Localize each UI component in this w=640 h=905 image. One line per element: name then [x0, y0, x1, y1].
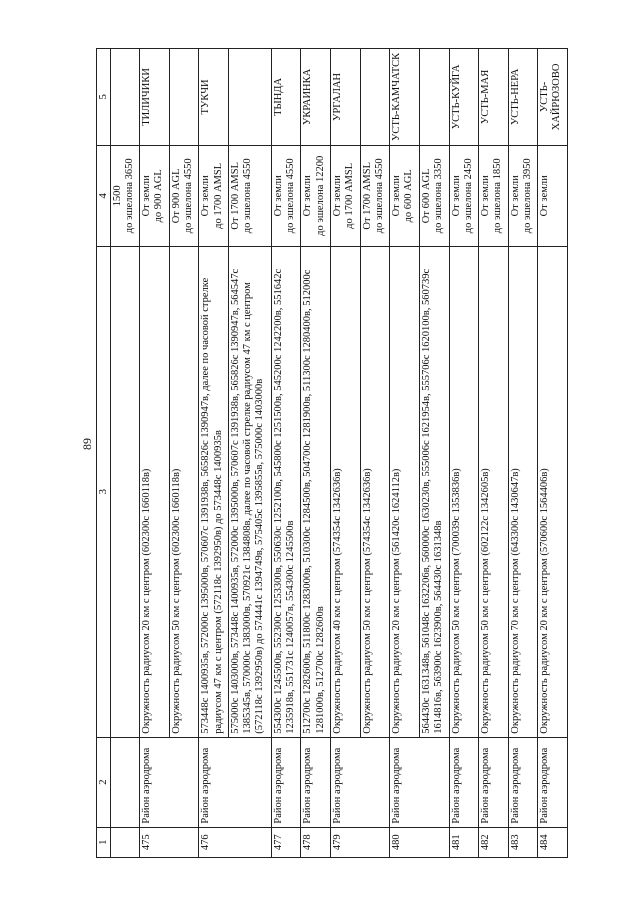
table-row [390, 49, 420, 858]
cell-airport-name [110, 49, 140, 146]
airport-name: ТИЛИЧИКИ [140, 49, 170, 146]
table-row [140, 49, 170, 858]
airport-name: УКРАИНКА [301, 49, 331, 146]
table-row [479, 49, 509, 858]
zone-boundary: Окружность радиусом 50 км с центром (700039с 1353836в) [449, 246, 479, 737]
altitude-limits: От земли до эшелона 2450 [449, 145, 479, 246]
table-body [110, 49, 567, 858]
zone-type: Район аэродрома [508, 737, 538, 827]
cell-type [110, 737, 140, 827]
table-row [331, 49, 361, 858]
row-number: 483 [508, 827, 538, 857]
altitude-limits: От земли [538, 145, 568, 246]
row-number: 476 [199, 827, 271, 857]
header-col-4: 4 [97, 145, 111, 246]
airport-name: УСТЬ-КАМЧАТСК [390, 49, 420, 146]
cell-area [110, 246, 140, 737]
altitude-limits: От земли до эшелона 12200 [301, 145, 331, 246]
airport-name: УСТЬ-НЕРА [508, 49, 538, 146]
airport-name: ТУКЧИ [199, 49, 229, 146]
row-number: 482 [479, 827, 509, 857]
zone-type: Район аэродрома [331, 737, 390, 827]
row-number: 480 [390, 827, 449, 857]
zone-boundary: Окружность радиусом 70 км с центром (643300с 1430647в) [508, 246, 538, 737]
zone-boundary: Окружность радиусом 40 км с центром (574354с 1342636в) [331, 246, 361, 737]
zone-boundary: Окружность радиусом 50 км с центром (602300с 1660118в) [169, 246, 199, 737]
row-number: 475 [140, 827, 199, 857]
row-number: 477 [271, 827, 301, 857]
altitude-limits: От земли до 900 AGL [140, 145, 170, 246]
altitude-limits: От земли до 1700 AMSL [331, 145, 361, 246]
page-number: 89 [80, 438, 94, 450]
table-row [419, 49, 449, 858]
airspace-table [96, 48, 568, 858]
zone-boundary: 554300с 1245500в, 552300с 1253300в, 550630с 1252100в, 545800с 1251500в, 545200с 1242200в, 551642с 1235918в, 551731с 1240057в, 554300с 1245500в [271, 246, 301, 737]
zone-boundary: Окружность радиусом 50 км с центром (574354с 1342636в) [360, 246, 390, 737]
airport-name: УСТЬ-ХАЙРЮЗОВО [538, 49, 568, 146]
zone-type: Район аэродрома [301, 737, 331, 827]
row-number: 481 [449, 827, 479, 857]
airport-name: УСТЬ-МАЯ [479, 49, 509, 146]
header-row [97, 49, 111, 858]
zone-type: Район аэродрома [479, 737, 509, 827]
altitude-limits: От земли до эшелона 1850 [479, 145, 509, 246]
table-row [271, 49, 301, 858]
zone-boundary: 564430с 1631348в, 561048с 1632206в, 560000с 1630230в, 555006с 1621954в, 555706с 1620100в, 560739с 1614816в, 563900с 1623900в, 564430с 1631348в [419, 246, 449, 737]
altitude-limits: От земли до 1700 AMSL [199, 145, 229, 246]
table-row [508, 49, 538, 858]
cell-num [110, 827, 140, 857]
zone-boundary: 573448с 1400935в, 572000с 1395000в, 570607с 1391938в, 565826с 1390947в, далее по часовой стрелке радиусом 47 км с центром (572118с 1392950в) до 573448с 1400935в [199, 246, 229, 737]
airport-name: УРГАЛАН [331, 49, 361, 146]
zone-type: Район аэродрома [199, 737, 271, 827]
altitude-limits: От земли до эшелона 3950 [508, 145, 538, 246]
header-col-2: 2 [97, 737, 111, 827]
table-row [301, 49, 331, 858]
zone-type: Район аэродрома [538, 737, 568, 827]
header-col-3: 3 [97, 246, 111, 737]
row-number: 479 [331, 827, 390, 857]
zone-boundary: 575000с 1403000в, 573448с 1400935в, 572000с 1395000в, 570607с 1391938в, 565826с 1390947в, 564547с 1385345в, 570000с 1383000в, 570921с 1384808в, далее по часовой стрелке радиусом 47 км с центром (572118с 1392950в) до 574441с 1394749в, 575405с 1395855в, 575000с 1403000в [229, 246, 272, 737]
airport-name: УСТЬ-КУЙГА [449, 49, 479, 146]
header-col-1: 1 [97, 827, 111, 857]
header-col-5: 5 [97, 49, 111, 146]
zone-boundary: Окружность радиусом 20 км с центром (570600с 1564406в) [538, 246, 568, 737]
airport-name [419, 49, 449, 146]
row-number: 484 [538, 827, 568, 857]
zone-boundary: Окружность радиусом 20 км с центром (602300с 1660118в) [140, 246, 170, 737]
table-row [360, 49, 390, 858]
altitude-limits: От 900 AGL до эшелона 4550 [169, 145, 199, 246]
airport-name [360, 49, 390, 146]
zone-boundary: Окружность радиусом 20 км с центром (561420с 1624112в) [390, 246, 420, 737]
table-row [229, 49, 272, 858]
zone-type: Район аэродрома [390, 737, 449, 827]
continuation-row [110, 49, 140, 858]
table-row [169, 49, 199, 858]
table-row [449, 49, 479, 858]
table-row [538, 49, 568, 858]
airport-name: ТЫНДА [271, 49, 301, 146]
altitude-limits: От 1700 AMSL до эшелона 4550 [229, 145, 272, 246]
zone-type: Район аэродрома [449, 737, 479, 827]
zone-boundary: 512700с 1282600в, 511800с 1283000в, 510300с 1284500в, 504700с 1281900в, 511300с 1280400в, 512000с 1281000в, 512700с 1282600в [301, 246, 331, 737]
zone-boundary: Окружность радиусом 50 км с центром (602122с 1342605в) [479, 246, 509, 737]
altitude-limits: От 1700 AMSL до эшелона 4550 [360, 145, 390, 246]
document-page [96, 48, 568, 858]
airport-name [229, 49, 272, 146]
row-number: 478 [301, 827, 331, 857]
airport-name [169, 49, 199, 146]
table-row [199, 49, 229, 858]
altitude-limits: От земли до эшелона 4550 [271, 145, 301, 246]
altitude-limits: От 600 AGL до эшелона 3350 [419, 145, 449, 246]
zone-type: Район аэродрома [140, 737, 199, 827]
altitude-limits: От земли до 600 AGL [390, 145, 420, 246]
zone-type: Район аэродрома [271, 737, 301, 827]
cell-altitude: 1500 до эшелона 3650 [110, 145, 140, 246]
